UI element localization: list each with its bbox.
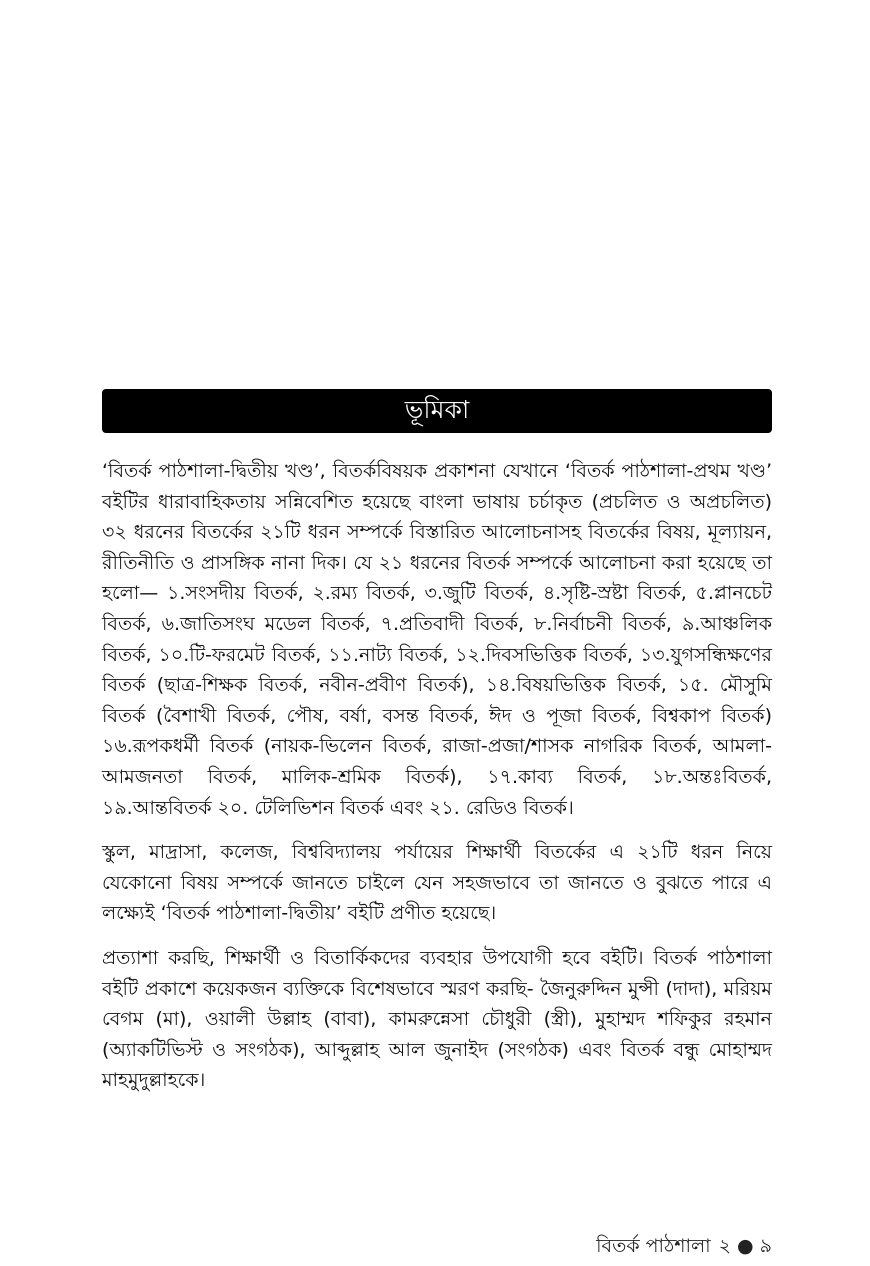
section-title-bar	[102, 389, 772, 433]
paragraph-purpose: স্কুল, মাদ্রাসা, কলেজ, বিশ্ববিদ্যালয় পর্যায়ের শিক্ষার্থী বিতর্কের এ ২১টি ধরন নিয়ে যেকোনো বিষয় সম্পর্কে জানতে চাইলে যেন সহজভাবে তা জানতে ও বুঝতে পারে এ লক্ষ্যেই ‘বিতর্ক পাঠশালা-দ্বিতীয়’ বইটি প্রণীত হয়েছে।	[102, 841, 772, 925]
footer-book-title: বিতর্ক পাঠশালা	[596, 1235, 711, 1257]
paragraph-intro: ‘বিতর্ক পাঠশালা-দ্বিতীয় খণ্ড’, বিতর্কবিষয়ক প্রকাশনা যেখানে ‘বিতর্ক পাঠশালা-প্রথম খণ্ড’ বইটির ধারাবাহিকতায় সন্নিবেশিত হয়েছে বাংলা ভাষায় চর্চাকৃত (প্রচলিত ও অপ্রচলিত) ৩২ ধরনের বিতর্কের ২১টি ধরন সম্পর্কে বিস্তারিত আলোচনাসহ বিতর্কের বিষয়, মূল্যায়ন, রীতিনীতি ও প্রাসঙ্গিক নানা দিক। যে ২১ ধরনের বিতর্ক সম্পর্কে আলোচনা করা হয়েছে তা হলো— ১.সংসদীয় বিতর্ক, ২.রম্য বিতর্ক, ৩.জুটি বিতর্ক, ৪.সৃষ্টি-স্রষ্টা বিতর্ক, ৫.প্লানচেট বিতর্ক, ৬.জাতিসংঘ মডেল বিতর্ক, ৭.প্রতিবাদী বিতর্ক, ৮.নির্বাচনী বিতর্ক, ৯.আঞ্চলিক বিতর্ক, ১০.টি-ফরমেট বিতর্ক, ১১.নাট্য বিতর্ক, ১২.দিবসভিত্তিক বিতর্ক, ১৩.যুগসন্ধিক্ষণের বিতর্ক (ছাত্র-শিক্ষক বিতর্ক, নবীন-প্রবীণ বিতর্ক), ১৪.বিষয়ভিত্তিক বিতর্ক, ১৫. মৌসুমি বিতর্ক (বৈশাখী বিতর্ক, পৌষ, বর্ষা, বসন্ত বিতর্ক, ঈদ ও পূজা বিতর্ক, বিশ্বকাপ বিতর্ক) ১৬.রূপকধর্মী বিতর্ক (নায়ক-ভিলেন বিতর্ক, রাজা-প্রজা/শাসক নাগরিক বিতর্ক, আমলা-আমজনতা বিতর্ক, মালিক-শ্রমিক বিতর্ক), ১৭.কাব্য বিতর্ক, ১৮.অন্তঃবিতর্ক, ১৯.আন্তবিতর্ক ২০. টেলিভিশন বিতর্ক এবং ২১. রেডিও বিতর্ক।	[102, 460, 772, 819]
body-text	[102, 456, 772, 1110]
paragraph-acknowledgement: প্রত্যাশা করছি, শিক্ষার্থী ও বিতার্কিকদের ব্যবহার উপযোগী হবে বইটি। বিতর্ক পাঠশালা বইটি প্রকাশে কয়েকজন ব্যক্তিকে বিশেষভাবে স্মরণ করছি- জৈনুরুদ্দিন মুন্সী (দাদা), মরিয়ম বেগম (মা), ওয়ালী উল্লাহ (বাবা), কামরুন্নেসা চৌধুরী (স্ত্রী), মুহাম্মদ শফিকুর রহমান (অ্যাকটিভিস্ট ও সংগঠক), আব্দুল্লাহ আল জুনাইদ (সংগঠক) এবং বিতর্ক বন্ধু মোহাম্মদ মাহমুদুল্লাহকে।	[102, 946, 772, 1092]
footer-page-number: ২ ● ৯	[718, 1235, 772, 1257]
section-title: ভূমিকা	[404, 394, 470, 424]
page-footer	[596, 1232, 772, 1264]
